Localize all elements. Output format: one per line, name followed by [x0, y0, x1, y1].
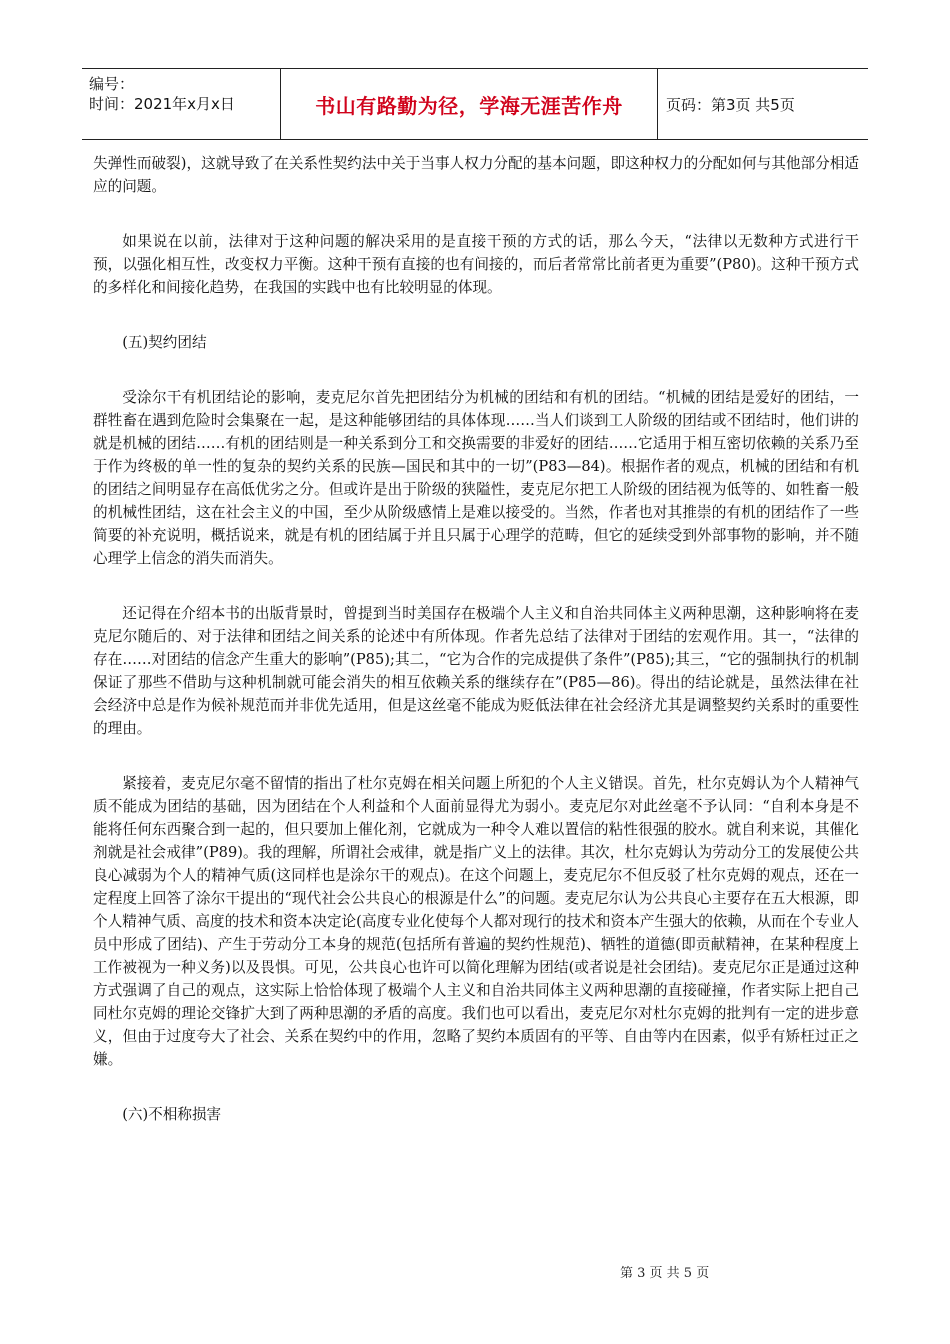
- document-date-label: 时间：2021年x月x日: [89, 95, 235, 113]
- paragraph: 紧接着，麦克尼尔毫不留情的指出了杜尔克姆在相关问题上所犯的个人主义错误。首先，杜尔克姆认为个人精神气质不能成为团结的基础，因为团结在个人利益和个人面前显得尤为弱小。麦克尼尔对此丝毫不予认同：“自利本身是不能将任何东西聚合到一起的，但只要加上催化剂，它就成为一种令人难以置信的粘性很强的胶水。就自利来说，其催化剂就是社会戒律”(P89)。我的理解，所谓社会戒律，就是指广义上的法律。其次，杜尔克姆认为劳动分工的发展使公共良心减弱为个人的精神气质(这同样也是涂尔干的观点)。在这个问题上，麦克尼尔不但反驳了杜尔克姆的观点，还在一定程度上回答了涂尔干提出的“现代社会公共良心的根源是什么”的问题。麦克尼尔认为公共良心主要存在五大根源，即个人精神气质、高度的技术和资本决定论(高度专业化使每个人都对现行的技术和资本产生强大的依赖，从而在个专业人员中形成了团结)、产生于劳动分工本身的规范(包括所有普遍的契约性规范)、牺牲的道德(即贡献精神，在某种程度上工作被视为一种义务)以及畏惧。可见，公共良心也许可以简化理解为团结(或者说是社会团结)。麦克尼尔正是通过这种方式强调了自己的观点，这实际上恰恰体现了极端个人主义和自治共同体主义两种思潮的直接碰撞，作者实际上把自己同杜尔克姆的理论交锋扩大到了两种思潮的矛盾的高度。我们也可以看出，麦克尼尔对杜尔克姆的批判有一定的进步意义，但由于过度夸大了社会、关系在契约中的作用，忽略了契约本质固有的平等、自由等内在因素，似乎有矫枉过正之嫌。: [93, 775, 859, 1068]
- header-motto: 书山有路勤为径，学海无涯苦作舟: [280, 69, 658, 139]
- paragraph: 如果说在以前，法律对于这种问题的解决采用的是直接干预的方式的话，那么今天，“法律以无数种方式进行干预，以强化相互性，改变权力平衡。这种干预有直接的也有间接的，而后者常常比前者更为重要”(P80)。这种干预方式的多样化和间接化趋势，在我国的实践中也有比较明显的体现。: [93, 233, 859, 296]
- paragraph: 还记得在介绍本书的出版背景时，曾提到当时美国存在极端个人主义和自治共同体主义两种思潮，这种影响将在麦克尼尔随后的、对于法律和团结之间关系的论述中有所体现。作者先总结了法律对于团结的宏观作用。其一，“法律的存在……对团结的信念产生重大的影响”(P85);其二，“它为合作的完成提供了条件”(P85);其三，“它的强制执行的机制保证了那些不借助与这种机制就可能会消失的相互依赖关系的继续存在”(P85—86)。得出的结论就是，虽然法律在社会经济中总是作为候补规范而并非优先适用，但是这丝毫不能成为贬低法律在社会经济尤其是调整契约关系时的重要性的理由。: [93, 605, 859, 737]
- section-heading: (五)契约团结: [122, 334, 207, 351]
- document-body: [93, 152, 859, 1158]
- document-number-label: 编号：: [89, 75, 135, 93]
- page-footer: 第 3 页 共 5 页: [620, 1266, 710, 1281]
- paragraph: 失弹性而破裂)，这就导致了在关系性契约法中关于当事人权力分配的基本问题，即这种权力的分配如何与其他部分相适应的问题。: [93, 155, 859, 195]
- header-left-cell: [82, 69, 280, 139]
- section-heading: (六)不相称损害: [122, 1106, 222, 1123]
- header-page-info: 页码：第3页 共5页: [666, 95, 795, 114]
- page-header: [82, 68, 868, 140]
- paragraph: 受涂尔干有机团结论的影响，麦克尼尔首先把团结分为机械的团结和有机的团结。“机械的团结是爱好的团结，一群牲畜在遇到危险时会集聚在一起，是这种能够团结的具体体现……当人们谈到工人阶级的团结或不团结时，他们讲的就是机械的团结……有机的团结则是一种关系到分工和交换需要的非爱好的团结……它适用于相互密切依赖的关系乃至于作为终极的单一性的复杂的契约关系的民族—国民和其中的一切”(P83—84)。根据作者的观点，机械的团结和有机的团结之间明显存在高低优劣之分。但或许是出于阶级的狭隘性，麦克尼尔把工人阶级的团结视为低等的、如牲畜一般的机械性团结，这在社会主义的中国，至少从阶级感情上是难以接受的。当然，作者也对其推崇的有机的团结作了一些简要的补充说明，概括说来，就是有机的团结属于并且只属于心理学的范畴，但它的延续受到外部事物的影响，并不随心理学上信念的消失而消失。: [93, 389, 859, 567]
